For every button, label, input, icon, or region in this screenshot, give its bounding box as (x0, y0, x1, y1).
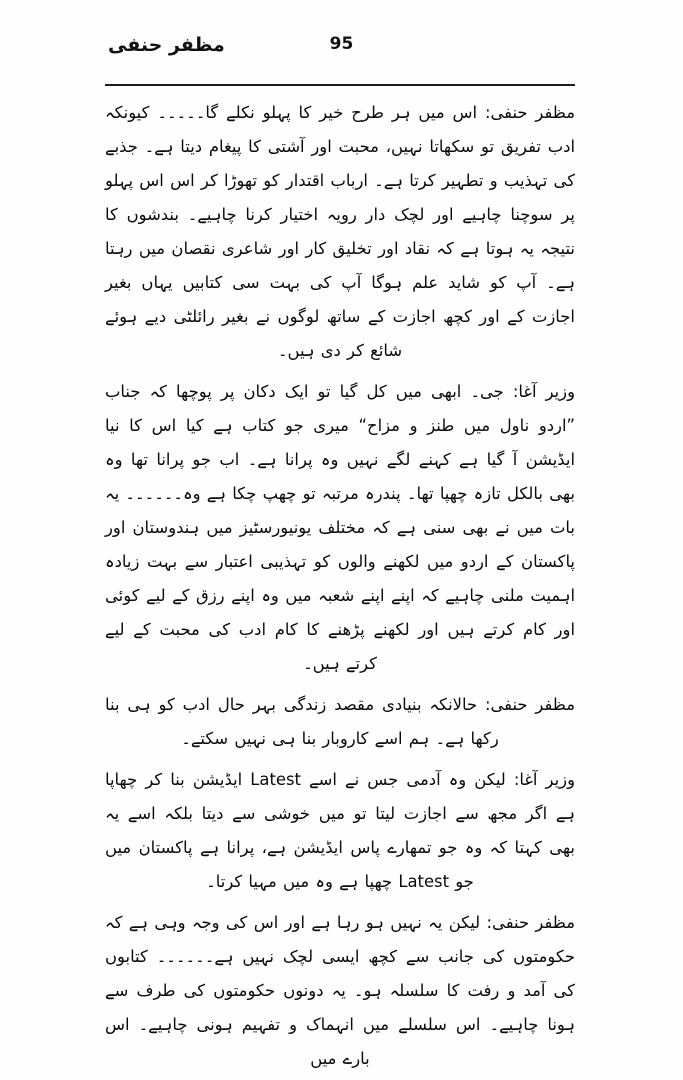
paragraph-2: وزیر آغا: جی۔ ابھی میں کل گیا تو ایک دکان پر پوچھا کہ جناب ”اردو ناول میں طنز و مزاح“ میری جو کتاب ہے کیا اس کا نیا ایڈیشن آ گیا ہے کہنے لگے نہیں وہ پرانا ہے۔ اب جو پرانا تھا وہ بھی بالکل تازہ چھپا تھا۔ پندرہ مرتبہ تو چھپ چکا ہے وہ۔۔۔۔۔۔ یہ بات میں نے بھی سنی ہے کہ مختلف یونیورسٹیز میں ہندوستان اور پاکستان کے اردو میں لکھنے والوں کو تہذیبی اعتبار سے بہت زیادہ اہمیت ملنی چاہیے کہ اپنے اپنے شعبہ میں وہ اپنے رزق کے لیے کوئی اور کام کرتے ہیں اور لکھنے پڑھنے کا کام ادب کی محبت کے لیے کرتے ہیں۔ (105, 382, 575, 673)
paragraph-4: وزیر آغا: لیکن وہ آدمی جس نے اسے Latest ایڈیشن بنا کر چھاپا ہے اگر مجھ سے اجازت لیتا تو میں خوشی سے دیتا بلکہ اسے یہ بھی کہتا کہ وہ جو تمھارے پاس ایڈیشن ہے، پرانا ہے پاکستان میں جو Latest چھپا ہے وہ میں مہیا کرتا۔ (105, 770, 575, 891)
page-header (0, 0, 683, 56)
header-divider (105, 84, 575, 86)
page-number: 95 (329, 34, 354, 54)
page-body (105, 96, 575, 1068)
header-author-name: مظفر حنفی (108, 34, 225, 56)
paragraph-5: مظفر حنفی: لیکن یہ نہیں ہو رہا ہے اور اس کی وجہ وہی ہے کہ حکومتوں کی جانب سے کچھ ایسی لچک نہیں ہے۔۔۔۔۔۔ کتابوں کی آمد و رفت کا سلسلہ ہو۔ یہ دونوں حکومتوں کی طرف سے ہونا چاہیے۔ اس سلسلے میں انہماک و تفہیم ہونی چاہیے۔ اس بارے میں (105, 913, 575, 1068)
paragraph-3: مظفر حنفی: حالانکہ بنیادی مقصد زندگی بہر حال ادب کو ہی بنا رکھا ہے۔ ہم اسے کاروبار بنا ہی نہیں سکتے۔ (105, 695, 575, 748)
paragraph-1: مظفر حنفی: اس میں ہر طرح خیر کا پہلو نکلے گا۔۔۔۔۔ کیونکہ ادب تفریق تو سکھاتا نہیں، محبت اور آشتی کا پیغام دیتا ہے۔ جذبے کی تہذیب و تطہیر کرتا ہے۔ ارباب اقتدار کو تھوڑا کر اس اس پہلو پر سوچنا چاہیے اور لچک دار رویہ اختیار کرنا چاہیے۔ بندشوں کا نتیجہ یہ ہوتا ہے کہ نقاد اور تخلیق کار اور شاعری نقصان میں رہتا ہے۔ آپ کو شاید علم ہوگا آپ کی بہت سی کتابیں یہاں بغیر اجازت کے اور کچھ اجازت کے ساتھ لوگوں نے بغیر رائلٹی دیے ہوئے شائع کر دی ہیں۔ (105, 103, 575, 360)
